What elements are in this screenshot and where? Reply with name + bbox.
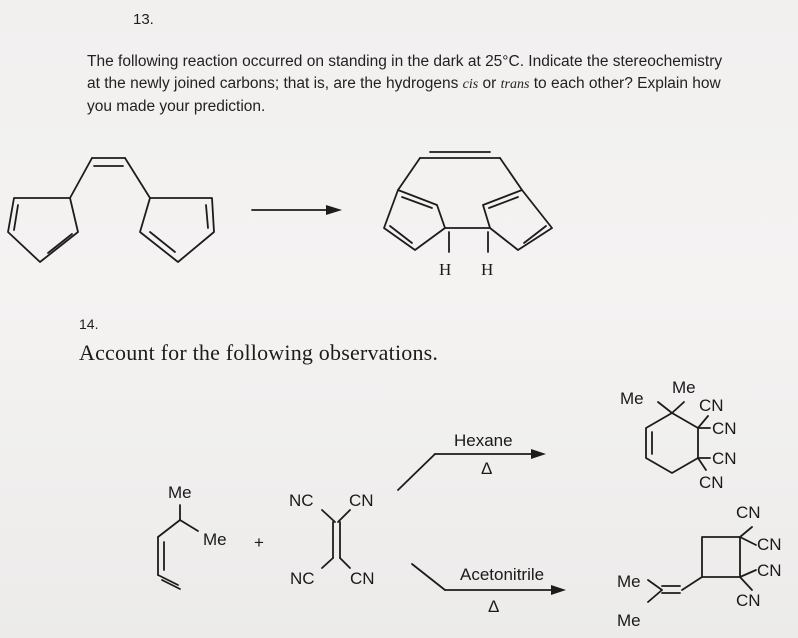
q13-reactant-structure xyxy=(8,158,214,262)
question-13-number: 13. xyxy=(133,11,154,28)
upper-product-cn2-label: CN xyxy=(712,419,737,438)
lower-product-me1-label: Me xyxy=(617,572,641,591)
upper-product-cn1-label: CN xyxy=(699,396,724,415)
q14-cyclohexene-ring xyxy=(646,413,698,473)
q13-reactant-left-bond xyxy=(70,158,92,198)
q13-reactant-right-ring xyxy=(140,198,214,262)
lower-product-cn4-label: CN xyxy=(736,591,761,610)
upper-product-cn3-label: CN xyxy=(712,449,737,468)
lower-product-cn2-label: CN xyxy=(757,535,782,554)
upper-product-me2-label: Me xyxy=(672,378,696,397)
q13-or: or xyxy=(478,75,501,92)
q14-tcne-structure xyxy=(322,510,350,568)
lower-product-cn1-label: CN xyxy=(736,503,761,522)
acetonitrile-label: Acetonitrile xyxy=(460,565,545,584)
q13-text-part2: to each other? Explain how you made your prediction. xyxy=(87,75,721,115)
upper-product-cn4-label: CN xyxy=(699,473,724,492)
upper-heat-label: Δ xyxy=(481,459,493,478)
q13-cis: cis xyxy=(462,77,479,92)
q14-cyclobutane-ring xyxy=(702,537,740,577)
q13-product-right-ring xyxy=(483,190,552,250)
hexane-label: Hexane xyxy=(454,431,513,450)
q13-product-left-ring xyxy=(384,190,445,250)
q13-reaction-arrow xyxy=(252,205,342,215)
tcne-cn-bottom-right-label: CN xyxy=(350,569,375,588)
lower-heat-label: Δ xyxy=(488,597,500,616)
q13-product-structure xyxy=(384,152,552,252)
tcne-cn-top-right-label: CN xyxy=(349,491,374,510)
question-14-number: 14. xyxy=(79,316,99,332)
lower-product-me2-label: Me xyxy=(617,611,641,630)
q13-reactant-left-ring xyxy=(8,198,78,262)
tcne-nc-top-left-label: NC xyxy=(289,491,314,510)
diene-me-top-label: Me xyxy=(168,483,192,502)
tcne-nc-bottom-left-label: NC xyxy=(290,569,315,588)
q13-text-part1: The following reaction occurred on standing in the dark at 25°C. Indicate the stereochemistry at the newly joined carbons; that is, are the hydrogens xyxy=(87,53,723,92)
q14-diene-structure xyxy=(158,505,198,589)
question-14-heading: Account for the following observations. xyxy=(79,340,439,365)
q13-trans: trans xyxy=(500,77,530,92)
q13-h-right-label: H xyxy=(481,260,494,279)
upper-product-me1-label: Me xyxy=(620,389,644,408)
diene-me-side-label: Me xyxy=(203,530,227,549)
plus-sign: + xyxy=(254,533,264,552)
lower-product-cn3-label: CN xyxy=(757,561,782,580)
q13-h-left-label: H xyxy=(439,260,452,279)
q14-upper-arrow xyxy=(398,449,546,490)
